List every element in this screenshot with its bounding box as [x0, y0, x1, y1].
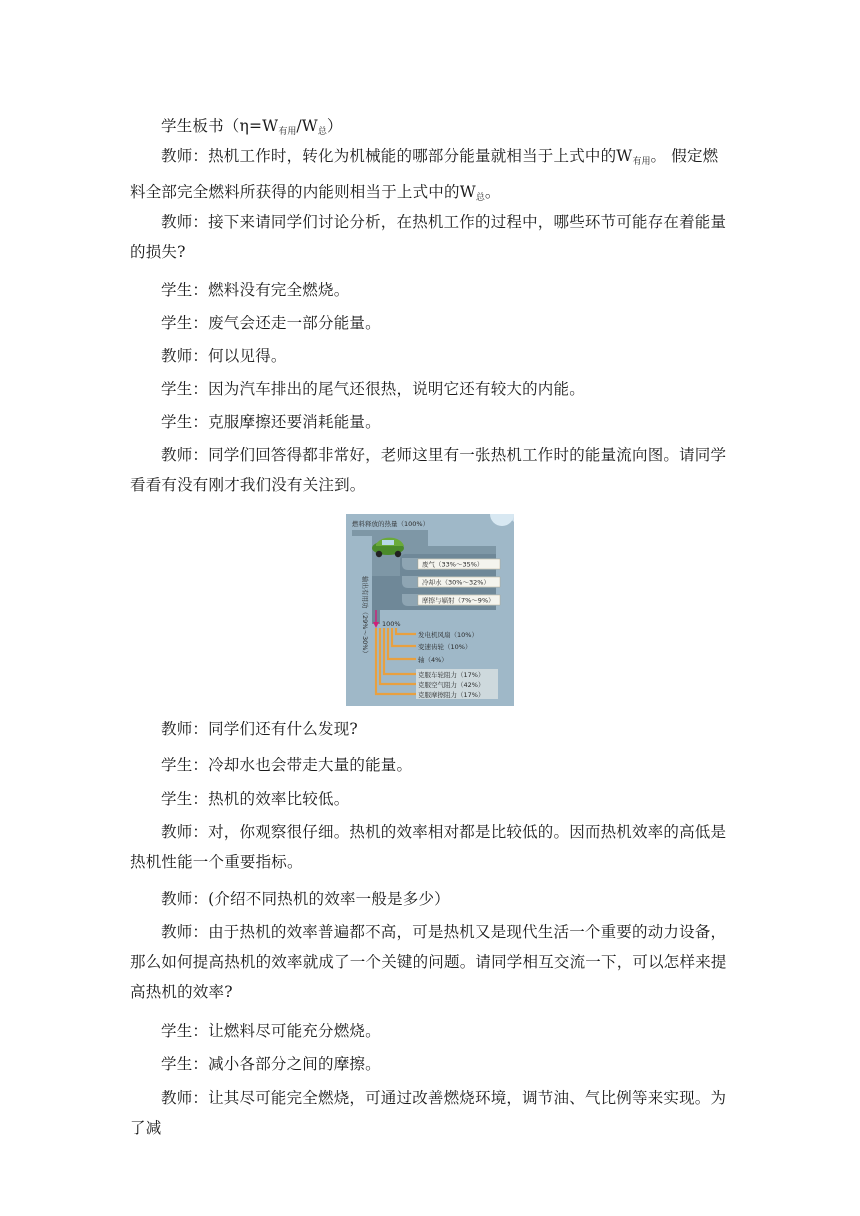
text-run: 教师：何以见得。: [161, 347, 287, 365]
paragraph-12: [130, 784, 730, 814]
subscript: 总: [475, 193, 485, 203]
text-run: 教师：由于热机的效率普遍都不高，可是热机又是现代生活一个重要的动力设备，那么如何提高热机的效率就成了一个关键的问题。请同学相互交流一下，可以怎样来提高热机的效率?: [130, 923, 727, 1001]
subscript: 总: [317, 127, 327, 137]
text-run: ）: [326, 117, 343, 135]
paragraph-17: [130, 1049, 730, 1079]
text-run: 教师：热机工作时，转化为机械能的哪部分能量就相当于上式中的W: [161, 147, 633, 165]
text-run: 学生：燃料没有完全燃烧。: [161, 281, 350, 299]
energy-flow-figure: [346, 514, 514, 706]
subscript: 有用: [278, 127, 297, 137]
text-run: 学生：让燃料尽可能充分燃烧。: [161, 1022, 381, 1040]
paragraph-7: [130, 374, 730, 404]
use-label-4: 克服车轮阻力（17%）: [418, 671, 485, 679]
text-run: 教师：(介绍不同热机的效率一般是多少）: [161, 890, 450, 908]
paragraph-10: [130, 714, 730, 744]
paragraph-5: [130, 308, 730, 338]
paragraph-2: [130, 141, 730, 213]
paragraph-8: [130, 407, 730, 437]
hundred-label: 100%: [382, 620, 401, 628]
text-run: 。 假定燃料全部完全燃料所获得的内能则相当于上式中的W: [130, 147, 719, 201]
text-run: 教师：同学们还有什么发现?: [161, 720, 358, 738]
output-vertical-label: 输出有用功（29%～30%）: [361, 576, 369, 657]
loss-label-1: 废气（33%～35%）: [422, 560, 484, 569]
paragraph-4: [130, 275, 730, 305]
top-label: 燃料释放的热量（100%）: [352, 520, 430, 528]
text-run: 学生：因为汽车排出的尾气还很热，说明它还有较大的内能。: [161, 380, 585, 398]
paragraph-18: [130, 1083, 730, 1143]
paragraph-3: [130, 207, 730, 267]
text-run: 学生：热机的效率比较低。: [161, 790, 350, 808]
use-label-6: 克服摩擦阻力（17%）: [418, 691, 485, 699]
paragraph-13: [130, 817, 730, 877]
text-run: 教师：对，你观察很仔细。热机的效率相对都是比较低的。因而热机效率的高低是热机性能一个重要指标。: [130, 823, 727, 871]
paragraph-11: [130, 750, 730, 780]
subscript: 有用: [632, 157, 651, 167]
text-run: 学生：冷却水也会带走大量的能量。: [161, 756, 413, 774]
use-label-3: 轴（4%）: [418, 656, 448, 664]
use-label-2: 变速齿轮（10%）: [418, 643, 472, 651]
use-label-5: 克服空气阻力（42%）: [418, 681, 485, 689]
text-run: 学生：废气会还走一部分能量。: [161, 314, 381, 332]
text-run: /W: [296, 117, 318, 135]
paragraph-16: [130, 1016, 730, 1046]
use-label-1: 发电机风扇（10%）: [418, 631, 478, 639]
text-run: 教师：接下来请同学们讨论分析，在热机工作的过程中，哪些环节可能存在着能量的损失?: [130, 213, 727, 261]
energy-flow-diagram: [346, 514, 514, 706]
text-run: 。: [484, 183, 501, 201]
paragraph-6: [130, 341, 730, 371]
text-run: 教师：让其尽可能完全燃烧，可通过改善燃烧环境，调节油、气比例等来实现。为了减: [130, 1089, 727, 1137]
text-run: 学生：克服摩擦还要消耗能量。: [161, 413, 381, 431]
paragraph-15: [130, 917, 730, 1007]
loss-label-2: 冷却水（30%～32%）: [422, 578, 490, 587]
paragraph-14: [130, 884, 730, 914]
text-run: 学生：减小各部分之间的摩擦。: [161, 1055, 381, 1073]
text-run: 教师：同学们回答得都非常好，老师这里有一张热机工作时的能量流向图。请同学看看有没有刚才我们没有关注到。: [130, 446, 727, 494]
paragraph-9: [130, 440, 730, 500]
loss-label-3: 摩擦与辐射（7%～9%）: [422, 596, 495, 605]
text-run: 学生板书（η=W: [161, 117, 279, 135]
